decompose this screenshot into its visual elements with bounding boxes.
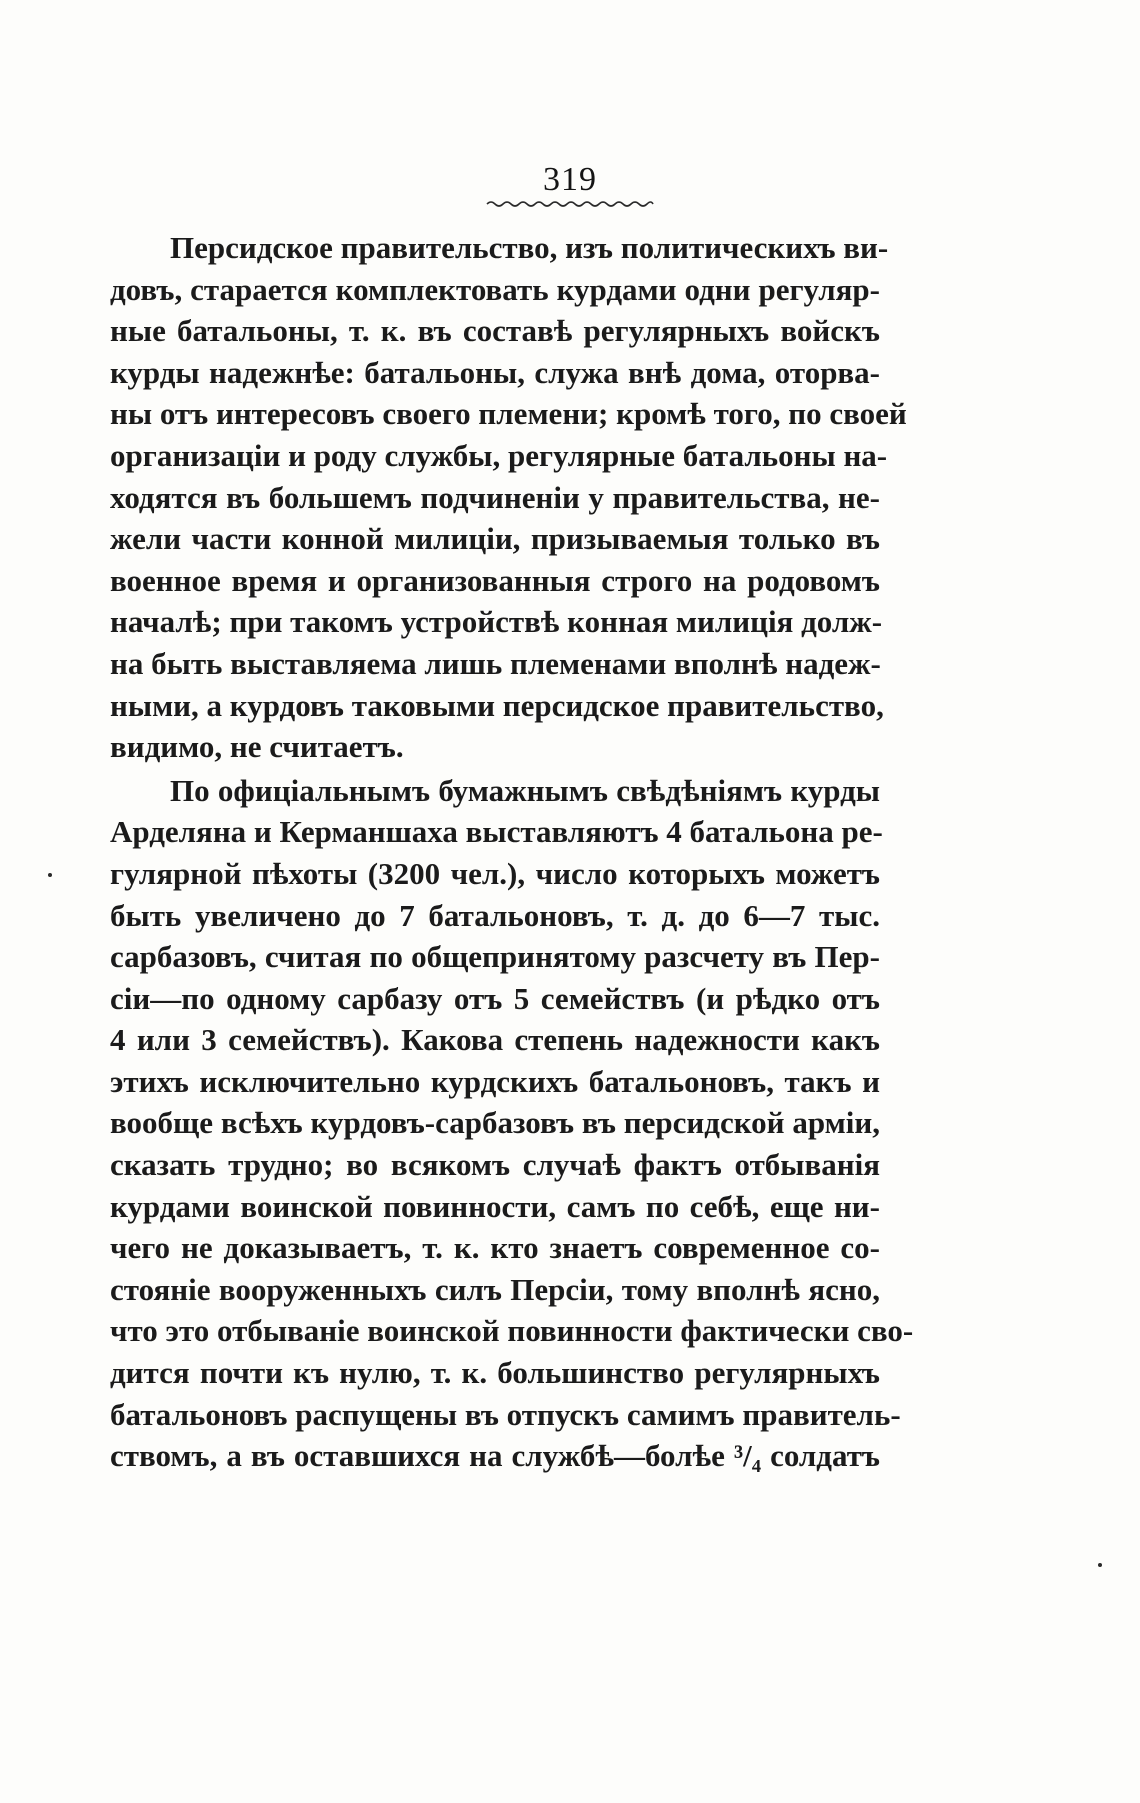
margin-speck [1098, 1563, 1102, 1567]
text-line: жели части конной милиціи, призываемыя только въ [110, 521, 880, 557]
text-line: курдами воинской повинности, самъ по себѣ, еще ни- [110, 1188, 880, 1224]
text-line: видимо, не считаетъ. [110, 729, 404, 765]
text-line: стояніе вооруженныхъ силъ Персіи, тому вполнѣ ясно, [110, 1271, 880, 1307]
text-line: Персидское правительство, изъ политическихъ ви- [170, 230, 889, 265]
text-line: курды надежнѣе: батальоны, служа внѣ дома, оторва- [110, 354, 880, 390]
text-line: сказать трудно; во всякомъ случаѣ фактъ отбыванія [110, 1147, 880, 1183]
text-line: ходятся въ большемъ подчиненіи у правительства, не- [110, 479, 880, 515]
text-line: довъ, старается комплектовать курдами одни регуляр- [110, 271, 880, 307]
ornamental-rule [485, 199, 655, 209]
margin-speck [48, 873, 52, 877]
text-line: Арделяна и Керманшаха выставляютъ 4 батальона ре- [110, 814, 883, 850]
text-line: По офиціальнымъ бумажнымъ свѣдѣніямъ курды [170, 772, 880, 808]
text-line: вообще всѣхъ курдовъ-сарбазовъ въ персидской арміи, [110, 1105, 880, 1141]
body-text [110, 227, 914, 1477]
text-line: военное время и организованныя строго на родовомъ [110, 562, 880, 598]
text-line: ными, а курдовъ таковыми персидское правительство, [110, 687, 884, 723]
text-line: ные батальоны, т. к. въ составѣ регулярныхъ войскъ [110, 313, 880, 349]
text-line: сіи—по одному сарбазу отъ 5 семействъ (и рѣдко отъ [110, 980, 880, 1016]
text-line: ны отъ интересовъ своего племени; кромѣ того, по своей [110, 396, 907, 432]
text-line: этихъ исключительно курдскихъ батальоновъ, такъ и [110, 1063, 880, 1099]
text-line: быть увеличено до 7 батальоновъ, т. д. до 6—7 тыс. [110, 897, 880, 933]
paragraph [110, 770, 914, 1477]
page-number: 319 [543, 161, 597, 198]
text-line: дится почти къ нулю, т. к. большинство регулярныхъ [110, 1355, 880, 1391]
text-line: организаціи и роду службы, регулярные батальоны на- [110, 437, 888, 473]
paragraph [110, 227, 907, 768]
text-line: ствомъ, а въ оставшихся на службѣ—болѣе ³/₄ солдатъ [110, 1438, 880, 1474]
text-line: началѣ; при такомъ устройствѣ конная милиція долж- [110, 604, 883, 640]
text-line: чего не доказываетъ, т. к. кто знаетъ современное со- [110, 1230, 880, 1266]
text-line: что это отбываніе воинской повинности фактически сво- [110, 1313, 914, 1349]
text-line: гулярной пѣхоты (3200 чел.), число которыхъ можетъ [110, 855, 880, 891]
text-line: на быть выставляема лишь племенами вполнѣ надеж- [110, 645, 881, 681]
text-line: батальоновъ распущены въ отпускъ самимъ правитель- [110, 1396, 901, 1432]
text-line: 4 или 3 семействъ). Какова степень надежности какъ [110, 1022, 880, 1058]
text-line: сарбазовъ, считая по общепринятому разсчету въ Пер- [110, 939, 880, 975]
